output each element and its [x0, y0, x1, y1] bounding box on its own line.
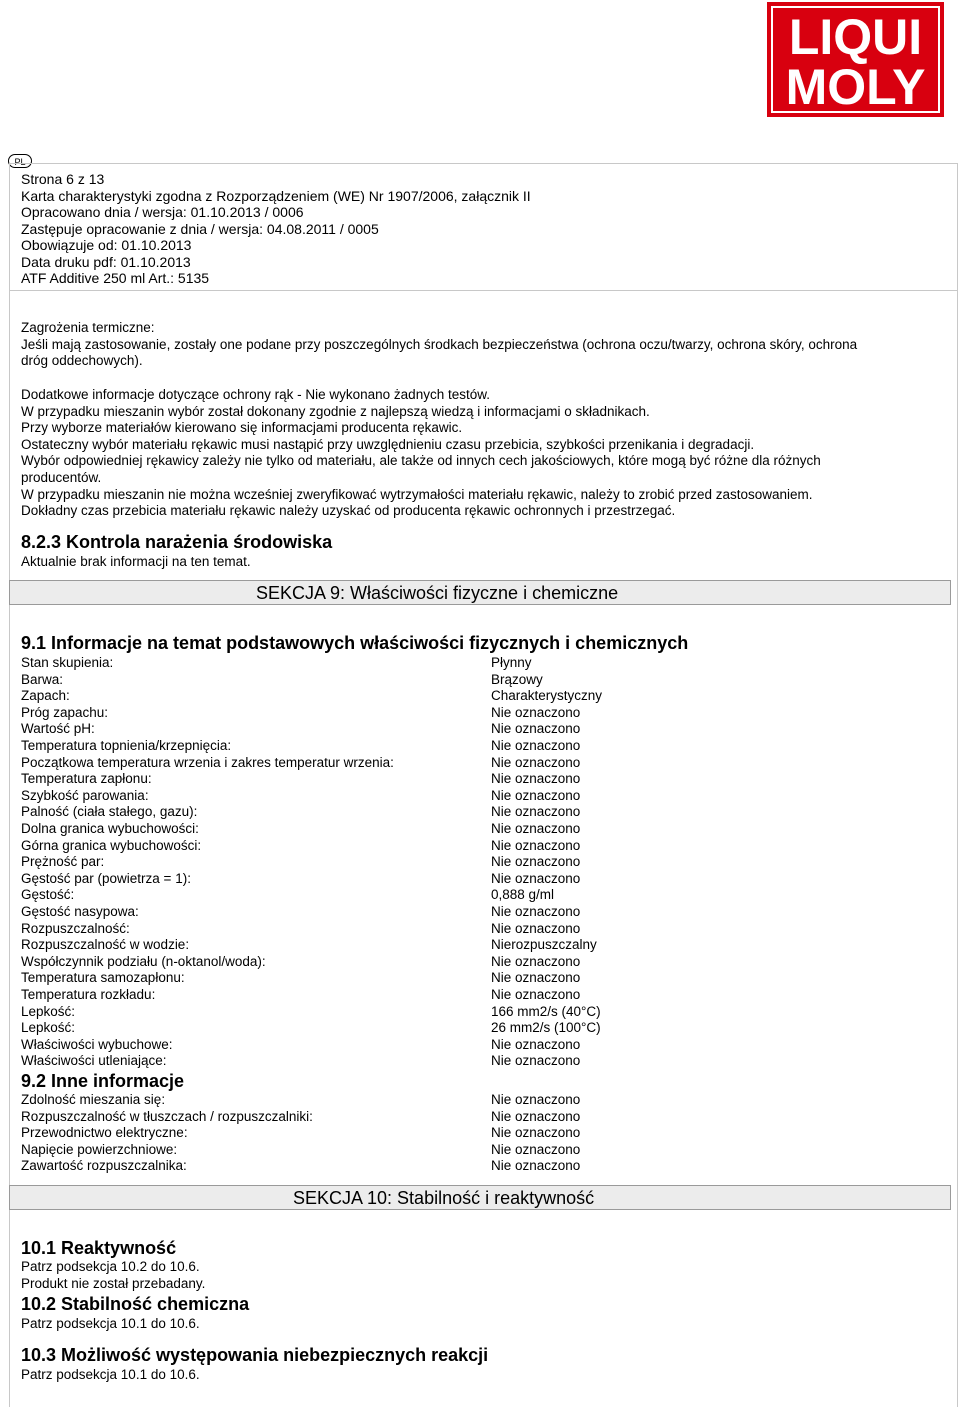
- property-row: [21, 672, 941, 689]
- property-row: [21, 838, 941, 855]
- property-row: [21, 854, 941, 871]
- thermal-text-2: dróg oddechowych).: [21, 353, 143, 369]
- header-divider: [9, 290, 958, 291]
- property-label: Gęstość par (powietrza = 1):: [21, 870, 191, 886]
- property-label: Początkowa temperatura wrzenia i zakres temperatur wrzenia:: [21, 754, 394, 770]
- property-row: [21, 921, 941, 938]
- property-label: Prężność par:: [21, 854, 105, 870]
- property-row: [21, 755, 941, 772]
- glove-line: Ostateczny wybór materiału rękawic musi nastąpić przy uwzględnieniu czasu przebicia, szybkości przenikania i degradacji.: [21, 436, 755, 452]
- property-value: Nie oznaczono: [491, 1036, 581, 1052]
- property-value: Nie oznaczono: [491, 738, 581, 753]
- logo-line1: LIQUI: [788, 9, 923, 65]
- thermal-hazards: [21, 320, 941, 370]
- header-prepared: Opracowano dnia / wersja: 01.10.2013 / 0006: [21, 204, 304, 220]
- property-value: Nie oznaczono: [491, 870, 581, 886]
- property-value: Nie oznaczono: [491, 904, 581, 919]
- property-value: 166 mm2/s (40°C): [491, 1003, 601, 1019]
- property-value: Nie oznaczono: [491, 1092, 581, 1107]
- property-label: Właściwości utleniające:: [21, 1053, 167, 1069]
- header-product: ATF Additive 250 ml Art.: 5135: [21, 270, 210, 286]
- property-label: Zapach:: [21, 688, 70, 704]
- property-label: Właściwości wybuchowe:: [21, 1036, 173, 1052]
- heading-9-1: 9.1 Informacje na temat podstawowych właściwości fizycznych i chemicznych: [21, 633, 689, 653]
- property-label: Temperatura samozapłonu:: [21, 970, 185, 986]
- header-replaces: Zastępuje opracowanie z dnia / wersja: 04.08.2011 / 0005: [21, 221, 379, 237]
- language-badge: PL: [8, 154, 32, 168]
- property-label: Szybkość parowania:: [21, 787, 149, 803]
- section-9-bar: [9, 580, 951, 605]
- property-value: Nie oznaczono: [491, 754, 581, 770]
- property-row: [21, 1109, 941, 1126]
- reactivity-text-1: Patrz podsekcja 10.2 do 10.6.: [21, 1259, 200, 1274]
- property-value: Nie oznaczono: [491, 1125, 581, 1141]
- property-label: Temperatura zapłonu:: [21, 771, 152, 787]
- heading-10-2: 10.2 Stabilność chemiczna: [21, 1294, 250, 1314]
- property-value: Nie oznaczono: [491, 837, 581, 853]
- property-label: Przewodnictwo elektryczne:: [21, 1125, 188, 1141]
- property-label: Barwa:: [21, 671, 64, 687]
- property-value: Nie oznaczono: [491, 987, 581, 1002]
- property-row: [21, 688, 941, 705]
- property-label: Wartość pH:: [21, 721, 95, 737]
- property-row: [21, 1037, 941, 1054]
- property-value: Nie oznaczono: [491, 970, 581, 986]
- heading-10-3: 10.3 Możliwość występowania niebezpiecznych reakcji: [21, 1345, 489, 1365]
- property-value: Nie oznaczono: [491, 787, 581, 803]
- property-row: [21, 804, 941, 821]
- property-row: [21, 937, 941, 954]
- property-value: 0,888 g/ml: [491, 887, 555, 903]
- property-value: Nie oznaczono: [491, 1053, 581, 1069]
- property-value: Nierozpuszczalny: [491, 937, 597, 953]
- property-row: [21, 1004, 941, 1021]
- property-row: [21, 904, 941, 921]
- property-value: Nie oznaczono: [491, 821, 581, 836]
- header-regulation: Karta charakterystyki zgodna z Rozporządzeniem (WE) Nr 1907/2006, załącznik II: [21, 188, 531, 204]
- env-exposure-text: Aktualnie brak informacji na ten temat.: [21, 554, 251, 569]
- header-valid-from: Obowiązuje od: 01.10.2013: [21, 237, 192, 253]
- glove-line: Przy wyborze materiałów kierowano się informacjami producenta rękawic.: [21, 420, 463, 436]
- property-row: [21, 738, 941, 755]
- property-label: Współczynnik podziału (n-oktanol/woda):: [21, 953, 266, 969]
- glove-line: Dokładny czas przebicia materiału rękawic należy uzyskać od producenta rękawic ochronnych i przestrzegać.: [21, 503, 676, 519]
- property-row: [21, 887, 941, 904]
- section-10-title: SEKCJA 10: Stabilność i reaktywność: [293, 1188, 595, 1208]
- property-label: Rozpuszczalność w wodzie:: [21, 937, 190, 953]
- property-label: Stan skupienia:: [21, 655, 114, 670]
- property-label: Rozpuszczalność:: [21, 920, 130, 936]
- property-value: Nie oznaczono: [491, 920, 581, 936]
- property-row: [21, 771, 941, 788]
- thermal-text-1: Jeśli mają zastosowanie, zostały one podane przy poszczególnych środkach bezpieczeństwa (ochrona oczu/twarzy, ochrona skóry, ochrona: [21, 336, 858, 352]
- heading-8-2-3: 8.2.3 Kontrola narażenia środowiska: [21, 532, 333, 552]
- section-9-title: SEKCJA 9: Właściwości fizyczne i chemiczne: [256, 583, 619, 603]
- section-10-bar: [9, 1185, 951, 1210]
- property-row: [21, 655, 941, 672]
- logo-line2: MOLY: [785, 59, 926, 115]
- property-value: 26 mm2/s (100°C): [491, 1020, 601, 1036]
- property-label: Napięcie powierzchniowe:: [21, 1141, 178, 1157]
- property-label: Zawartość rozpuszczalnika:: [21, 1158, 187, 1174]
- header-print-date: Data druku pdf: 01.10.2013: [21, 254, 191, 270]
- property-label: Gęstość nasypowa:: [21, 904, 139, 919]
- property-label: Lepkość:: [21, 1020, 76, 1036]
- property-value: Charakterystyczny: [491, 688, 603, 704]
- property-row: [21, 1158, 941, 1175]
- property-row: [21, 721, 941, 738]
- property-value: Nie oznaczono: [491, 1141, 581, 1157]
- liqui-moly-logo: [767, 2, 944, 117]
- glove-line: producentów.: [21, 469, 102, 485]
- glove-line: W przypadku mieszanin nie można wcześniej zweryfikować wytrzymałości materiału rękawic, należy to zrobić przed zastosowaniem.: [21, 486, 813, 502]
- property-value: Nie oznaczono: [491, 1158, 581, 1174]
- thermal-title: Zagrożenia termiczne:: [21, 320, 155, 335]
- heading-9-2: 9.2 Inne informacje: [21, 1071, 185, 1091]
- property-label: Zdolność mieszania się:: [21, 1092, 166, 1107]
- header-page: Strona 6 z 13: [21, 171, 105, 187]
- property-value: Nie oznaczono: [491, 854, 581, 870]
- property-value: Nie oznaczono: [491, 704, 581, 720]
- property-row: [21, 1092, 941, 1109]
- property-row: [21, 1020, 941, 1037]
- property-value: Nie oznaczono: [491, 771, 581, 787]
- property-value: Nie oznaczono: [491, 721, 581, 737]
- glove-line: Wybór odpowiedniej rękawicy zależy nie tylko od materiału, ale także od innych cech jakościowych, które mogą być różne dla różnych: [21, 453, 821, 469]
- property-value: Nie oznaczono: [491, 804, 581, 820]
- glove-info: [21, 387, 941, 520]
- property-row: [21, 987, 941, 1004]
- property-row: [21, 871, 941, 888]
- property-label: Temperatura topnienia/krzepnięcia:: [21, 738, 232, 753]
- property-label: Gęstość:: [21, 887, 75, 903]
- property-label: Palność (ciała stałego, gazu):: [21, 804, 198, 820]
- heading-10-1: 10.1 Reaktywność: [21, 1238, 177, 1258]
- property-value: Nie oznaczono: [491, 953, 581, 969]
- reactivity-text-2: Produkt nie został przebadany.: [21, 1276, 206, 1291]
- property-label: Lepkość:: [21, 1003, 76, 1019]
- property-row: [21, 1053, 941, 1070]
- property-row: [21, 1125, 941, 1142]
- property-label: Rozpuszczalność w tłuszczach / rozpuszczalniki:: [21, 1108, 313, 1124]
- property-label: Temperatura rozkładu:: [21, 987, 156, 1002]
- property-row: [21, 788, 941, 805]
- glove-line: W przypadku mieszanin wybór został dokonany zgodnie z najlepszą wiedzą i informacjami o składnikach.: [21, 403, 650, 419]
- glove-line: Dodatkowe informacje dotyczące ochrony rąk - Nie wykonano żadnych testów.: [21, 387, 490, 402]
- property-value: Nie oznaczono: [491, 1108, 581, 1124]
- property-row: [21, 954, 941, 971]
- property-row: [21, 705, 941, 722]
- property-label: Próg zapachu:: [21, 704, 109, 720]
- hazardous-reactions-text: Patrz podsekcja 10.1 do 10.6.: [21, 1367, 200, 1382]
- property-row: [21, 970, 941, 987]
- property-label: Dolna granica wybuchowości:: [21, 821, 199, 836]
- property-value: Brązowy: [491, 671, 543, 687]
- property-row: [21, 821, 941, 838]
- stability-text: Patrz podsekcja 10.1 do 10.6.: [21, 1316, 200, 1331]
- property-row: [21, 1142, 941, 1159]
- property-label: Górna granica wybuchowości:: [21, 837, 202, 853]
- property-value: Płynny: [491, 655, 532, 670]
